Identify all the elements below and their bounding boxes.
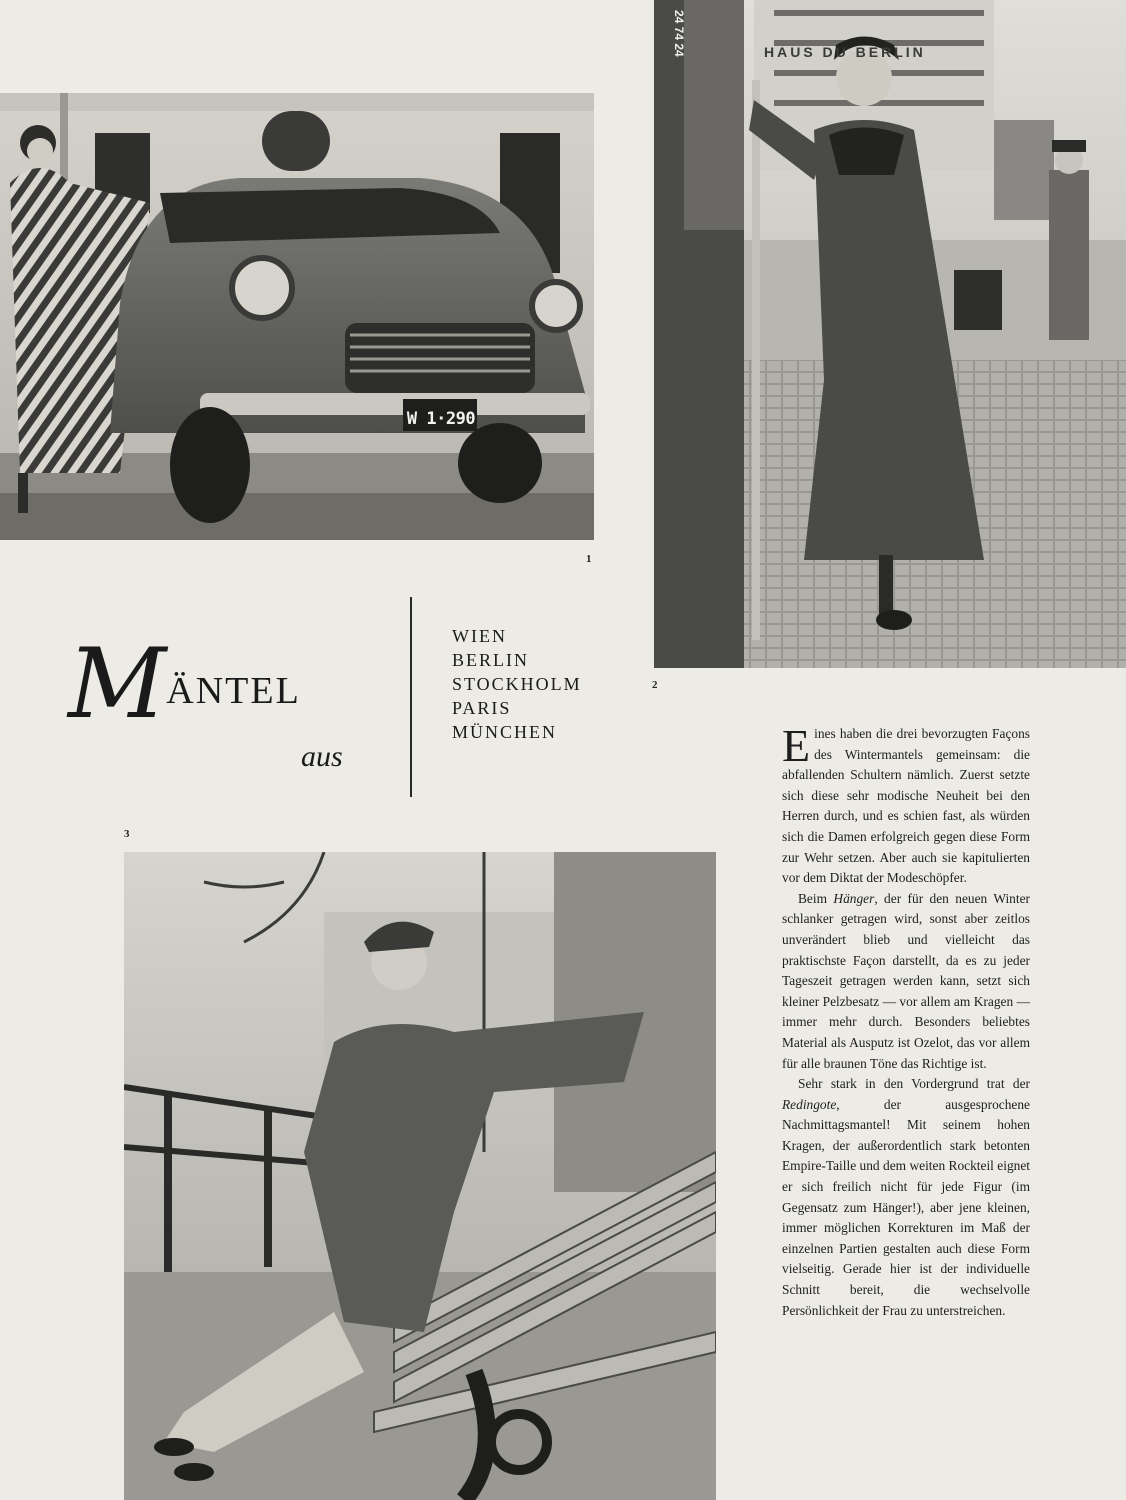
photo-car-illustration [0,93,594,540]
paragraph-3-rest: , der ausgesprochene Nachmittagsmantel! Mit seinem hohen Kragen, der außerordentlich stark betonten Empire-Taille und dem weiten Rockteil eignet er sich freilich nicht für jede Figur (im Gegensatz zum Hänger!), aber jene kleinen, immer möglichen Korrekturen im Maß der einzelnen Partien gestalten auch diese Form vielseitig. Gerade hier ist der individuelle Schnitt bereit, die wechselvolle Persönlichkeit der Frau zu unterstreichen. [782,1096,1030,1318]
article-paragraph-2 [782,889,1030,1074]
article-body [782,720,1031,1321]
figure-number-3: 3 [124,828,130,840]
paragraph-2-emphasis: Hänger [833,890,875,906]
title-rest: ÄNTEL [166,670,301,712]
article-paragraph-1 [782,720,1030,889]
city-item: BERLIN [452,650,529,670]
paragraph-1-text: ines haben die drei bevorzugten Façons des Wintermantels gemeinsam: die abfallenden Schultern nämlich. Zuerst setzte sich diese sehr modische Neuheit bei den Herren durch, und es schien fast, als würden sich die Damen erfolgreich gegen diese Form zur Wehr setzen. Aber auch sie kapitulierten vor dem Diktat der Modeschöpfer. [782,726,1030,886]
article-title [68,628,368,786]
paragraph-2-lead: Beim [798,890,834,906]
license-plate: W 1·290 [406,409,476,429]
pillar-sign: 24 74 24 [672,10,686,57]
photo-bench-illustration [124,852,716,1500]
figure-number-2: 2 [652,679,658,691]
article-paragraph-3 [782,1074,1030,1321]
city-item: PARIS [452,698,512,718]
photo-car [0,93,594,540]
photo-bench [124,852,716,1500]
title-main [68,628,301,740]
title-initial: M [68,628,167,740]
figure-number-1: 1 [586,553,592,565]
city-item: MÜNCHEN [452,722,558,742]
photo-street [654,0,1126,668]
city-list [452,624,582,744]
paragraph-3-emphasis: Redingote [782,1096,837,1112]
title-sub: aus [301,740,343,773]
paragraph-2-rest: , der für den neuen Winter schlanker getragen wird, sonst aber zeitlos unverändert blieb und vielleicht das praktischste Façon darstellt, da es zu jeder Tageszeit getragen werden kann, setzt sich kleiner Pelzbesatz — vor allem am Kragen — immer mehr durch. Besonders beliebtes Material als Ausputz ist Ozelot, das vor allem für alle braunen Töne das Richtige ist. [782,890,1031,1071]
paragraph-3-lead: Sehr stark in den Vordergrund trat der [798,1076,1030,1092]
title-divider [410,597,412,797]
city-item: WIEN [452,626,507,646]
building-sign: HAUS DU BERLIN [764,44,926,60]
drop-cap: E [782,720,811,771]
photo-street-illustration [654,0,1126,668]
city-item: STOCKHOLM [452,674,582,694]
